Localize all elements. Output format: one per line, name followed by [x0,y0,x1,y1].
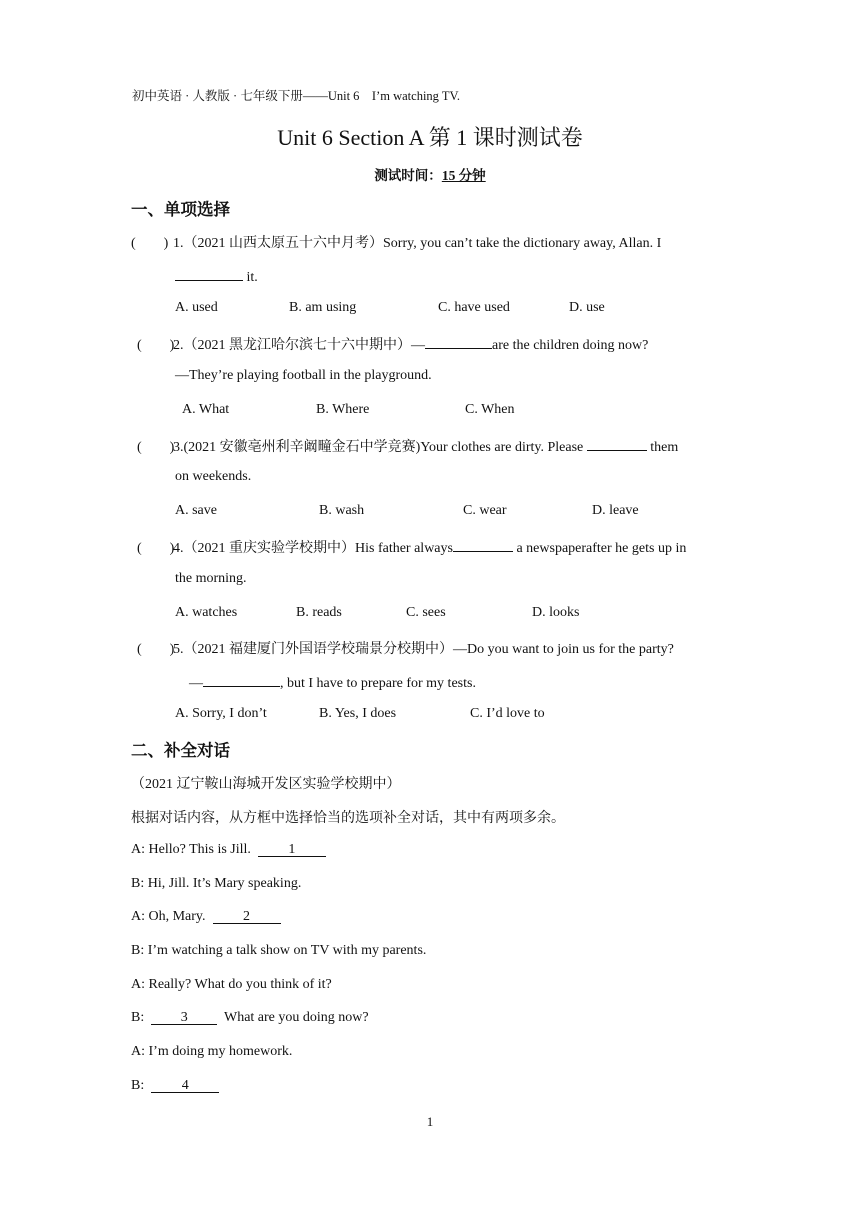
q3-line2: on weekends. [175,469,252,484]
q4-stem-post: a newspaperafter he gets up in [516,541,687,556]
q1-option-c[interactable]: C. have used [438,300,510,315]
q3-stem-post: them [650,440,679,455]
q2-stem-post: are the children doing now? [492,338,649,353]
q3-option-a[interactable]: A. save [175,503,217,518]
q4-stem [173,537,686,557]
q2-option-b[interactable]: B. Where [316,402,370,417]
q4-option-d[interactable]: D. looks [532,605,580,620]
q4-stem-pre: 4.（2021 重庆实验学校期中）His father always [173,541,453,556]
dialog-line-3 [131,909,281,925]
q5-option-c[interactable]: C. I’d love to [470,706,545,721]
q1-stem: 1.（2021 山西太原五十六中月考）Sorry, you can’t take the dictionary away, Allan. I [173,236,662,251]
dialog-line-4: B: I’m watching a talk show on TV with my parents. [131,943,427,958]
q1-line2-text: it. [246,270,258,285]
q5-line2-post: , but I have to prepare for my tests. [280,676,476,691]
q4-option-c[interactable]: C. sees [406,605,446,620]
dialog-line-3-text: A: Oh, Mary. [131,909,206,924]
q3-paren: ( ) [137,440,175,455]
q4-paren: ( ) [137,541,175,556]
q1-paren: ( ) [131,236,169,251]
q3-option-b[interactable]: B. wash [319,503,365,518]
q3-stem [173,436,678,456]
page-title: Unit 6 Section A 第 1 课时测试卷 [277,125,583,150]
q2-blank[interactable] [425,334,492,349]
dialog-line-6-text: What are you doing now? [223,1010,369,1025]
test-time-value: 15 分钟 [441,168,486,183]
q4-line2: the morning. [175,571,247,586]
dialog-line-5: A: Really? What do you think of it? [131,977,332,992]
page-number: 1 [426,1114,434,1129]
q1-line2 [175,266,258,286]
q2-stem-pre: 2.（2021 黑龙江哈尔滨七十六中期中）— [173,338,425,353]
dialog-line-1-text: A: Hello? This is Jill. [131,842,251,857]
dialog-line-7: A: I’m doing my homework. [131,1044,293,1059]
q2-stem [173,334,648,354]
q5-dash: — [189,676,203,691]
dialog-line-6-speaker: B: [131,1010,145,1025]
q4-blank[interactable] [453,537,513,552]
running-header: 初中英语 · 人教版 · 七年级下册——Unit 6 I’m watching TV. [132,89,460,103]
q3-option-c[interactable]: C. wear [463,503,507,518]
dialog-line-1 [131,842,326,858]
q3-blank[interactable] [587,436,647,451]
q1-option-a[interactable]: A. used [175,300,218,315]
q5-blank[interactable] [203,672,280,687]
test-time [0,164,860,184]
q4-option-b[interactable]: B. reads [296,605,342,620]
q3-option-d[interactable]: D. leave [592,503,639,518]
q5-line2 [189,672,476,692]
q4-option-a[interactable]: A. watches [175,605,238,620]
dialog-blank-2[interactable]: 2 [213,909,281,924]
q3-stem-pre: 3.(2021 安徽亳州利辛阚疃金石中学竞赛)Your clothes are dirty. Please [173,440,584,455]
section-heading-1: 一、单项选择 [131,200,230,219]
section2-instruction: 根据对话内容，从方框中选择恰当的选项补全对话，其中有两项多余。 [131,811,565,826]
q2-paren: ( ) [137,338,175,353]
q1-option-d[interactable]: D. use [569,300,605,315]
q5-option-a[interactable]: A. Sorry, I don’t [175,706,267,721]
q1-blank[interactable] [175,266,243,281]
dialog-blank-3[interactable]: 3 [151,1010,217,1025]
dialog-blank-4[interactable]: 4 [151,1078,219,1093]
q2-line2: —They’re playing football in the playground. [175,368,432,383]
section-heading-2: 二、补全对话 [131,741,230,760]
q2-option-a[interactable]: A. What [182,402,230,417]
q5-paren: ( ) [137,642,175,657]
test-time-label: 测试时间： [374,168,442,183]
dialog-line-2: B: Hi, Jill. It’s Mary speaking. [131,876,302,891]
q5-stem: 5.（2021 福建厦门外国语学校瑞景分校期中）—Do you want to join us for the party? [173,642,674,657]
dialog-line-6 [131,1010,369,1026]
q5-option-b[interactable]: B. Yes, I does [319,706,397,721]
dialog-line-8-speaker: B: [131,1078,145,1093]
dialog-line-8 [131,1078,219,1094]
dialog-blank-1[interactable]: 1 [258,842,326,857]
q1-option-b[interactable]: B. am using [289,300,357,315]
q2-option-c[interactable]: C. When [465,402,515,417]
section2-source: （2021 辽宁鞍山海城开发区实验学校期中） [131,777,401,792]
